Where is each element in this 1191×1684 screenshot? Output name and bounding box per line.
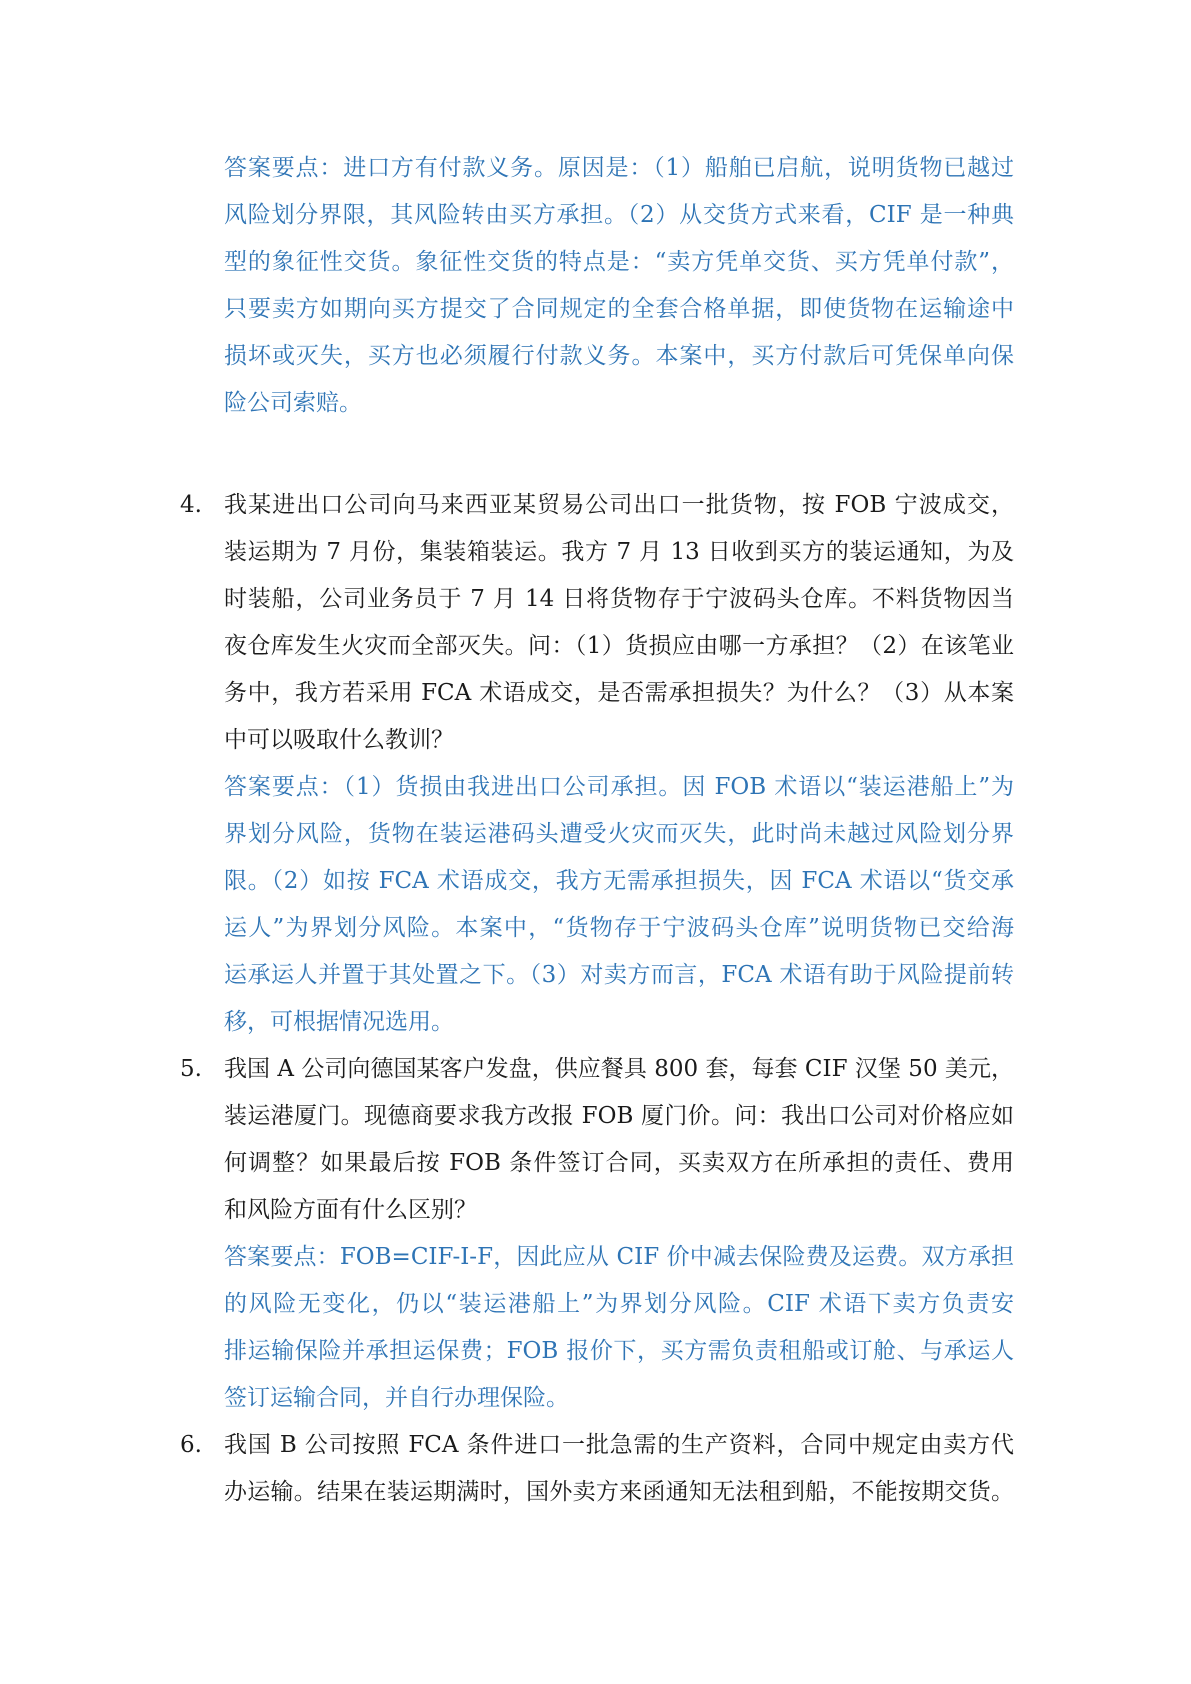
answer-5-line: 的风险无变化，仍以“装运港船上”为界划分风险。CIF 术语下卖方负责安 bbox=[224, 1291, 1014, 1317]
answer-3-line: 险公司索赔。 bbox=[224, 390, 362, 416]
answer-3 bbox=[224, 145, 1014, 427]
answer-3-line: 风险划分界限，其风险转由买方承担。（2）从交货方式来看，CIF 是一种典 bbox=[224, 202, 1014, 228]
question-4-line: 夜仓库发生火灾而全部灭失。问：（1）货损应由哪一方承担？（2）在该笔业 bbox=[224, 633, 1014, 659]
answer-3-line: 只要卖方如期向买方提交了合同规定的全套合格单据，即使货物在运输途中 bbox=[224, 296, 1014, 322]
answer-4-line: 移，可根据情况选用。 bbox=[224, 1009, 454, 1035]
question-4-text bbox=[224, 482, 1014, 764]
question-5-line: 我国 A 公司向德国某客户发盘，供应餐具 800 套，每套 CIF 汉堡 50 美元， bbox=[224, 1056, 1014, 1082]
answer-4-line: 运承运人并置于其处置之下。（3）对卖方而言，FCA 术语有助于风险提前转 bbox=[224, 962, 1014, 988]
answer-4-line: 限。（2）如按 FCA 术语成交，我方无需承担损失，因 FCA 术语以“货交承 bbox=[224, 868, 1014, 894]
answer-4-line: 答案要点：（1）货损由我进出口公司承担。因 FOB 术语以“装运港船上”为 bbox=[224, 774, 1014, 800]
question-6-line: 我国 B 公司按照 FCA 条件进口一批急需的生产资料，合同中规定由卖方代 bbox=[224, 1432, 1014, 1458]
answer-5 bbox=[224, 1234, 1014, 1422]
question-4-line: 务中，我方若采用 FCA 术语成交，是否需承担损失？为什么？（3）从本案 bbox=[224, 680, 1014, 706]
question-5-text bbox=[224, 1046, 1014, 1234]
question-5-line: 何调整？如果最后按 FOB 条件签订合同，买卖双方在所承担的责任、费用 bbox=[224, 1150, 1014, 1176]
answer-5-line: 签订运输合同，并自行办理保险。 bbox=[224, 1385, 569, 1411]
answer-5-line: 排运输保险并承担运保费；FOB 报价下，买方需负责租船或订舱、与承运人 bbox=[224, 1338, 1014, 1364]
answer-3-line: 型的象征性交货。象征性交货的特点是：“卖方凭单交货、买方凭单付款”， bbox=[224, 249, 1014, 275]
question-4-line: 中可以吸取什么教训？ bbox=[224, 727, 454, 753]
answer-3-line: 答案要点：进口方有付款义务。原因是：（1）船舶已启航，说明货物已越过 bbox=[224, 155, 1014, 181]
answer-5-line: 答案要点：FOB=CIF-I-F，因此应从 CIF 价中减去保险费及运费。双方承担 bbox=[224, 1244, 1014, 1270]
question-4-line: 我某进出口公司向马来西亚某贸易公司出口一批货物，按 FOB 宁波成交， bbox=[224, 492, 1014, 518]
answer-4-line: 运人”为界划分风险。本案中，“货物存于宁波码头仓库”说明货物已交给海 bbox=[224, 915, 1014, 941]
question-5-number: 5. bbox=[180, 1056, 202, 1082]
answer-4-line: 界划分风险，货物在装运港码头遭受火灾而灭失，此时尚未越过风险划分界 bbox=[224, 821, 1014, 847]
question-4-number: 4. bbox=[180, 492, 202, 518]
question-5-line: 和风险方面有什么区别？ bbox=[224, 1197, 477, 1223]
answer-3-line: 损坏或灭失，买方也必须履行付款义务。本案中，买方付款后可凭保单向保 bbox=[224, 343, 1014, 369]
question-6-number: 6. bbox=[180, 1432, 202, 1458]
question-6-line: 办运输。结果在装运期满时，国外卖方来函通知无法租到船，不能按期交货。 bbox=[224, 1479, 1014, 1505]
question-5-line: 装运港厦门。现德商要求我方改报 FOB 厦门价。问：我出口公司对价格应如 bbox=[224, 1103, 1014, 1129]
question-4-line: 时装船，公司业务员于 7 月 14 日将货物存于宁波码头仓库。不料货物因当 bbox=[224, 586, 1014, 612]
question-6-text bbox=[224, 1422, 1014, 1516]
question-4-line: 装运期为 7 月份，集装箱装运。我方 7 月 13 日收到买方的装运通知，为及 bbox=[224, 539, 1014, 565]
answer-4 bbox=[224, 764, 1014, 1046]
